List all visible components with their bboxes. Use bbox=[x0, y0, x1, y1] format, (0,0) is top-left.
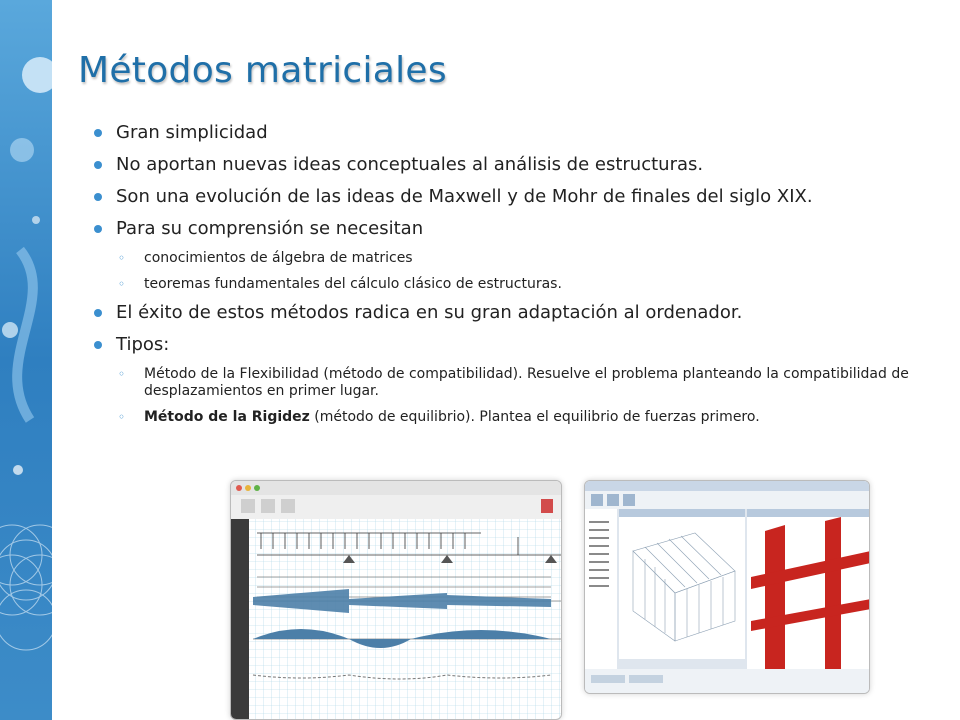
bullet-item: No aportan nuevas ideas conceptuales al análisis de estructuras. bbox=[92, 154, 932, 176]
bullet-item: El éxito de estos métodos radica en su gran adaptación al ordenador. bbox=[92, 302, 932, 324]
structural-diagram-image bbox=[231, 481, 562, 720]
bullet-item: Son una evolución de las ideas de Maxwell y de Mohr de finales del siglo XIX. bbox=[92, 186, 932, 208]
bullet-dot-icon bbox=[94, 161, 102, 169]
sub-bullet-ring-icon: ◦ bbox=[118, 410, 126, 424]
sub-bullet-item: ◦ teoremas fundamentales del cálculo clásico de estructuras. bbox=[118, 276, 562, 292]
bullet-dot-icon bbox=[94, 225, 102, 233]
decorative-left-band bbox=[0, 0, 52, 720]
bullet-item: Gran simplicidad bbox=[92, 122, 932, 144]
bullet-item: Para su comprensión se necesitan bbox=[92, 218, 932, 240]
sub-bullet-ring-icon: ◦ bbox=[118, 251, 126, 265]
sub-bullet-item: ◦ conocimientos de álgebra de matrices bbox=[118, 250, 413, 266]
sub-bullet-ring-icon: ◦ bbox=[118, 367, 126, 381]
bullet-dot-icon bbox=[94, 193, 102, 201]
bullet-dot-icon bbox=[94, 309, 102, 317]
sub-bullet-item: ◦ Método de la Flexibilidad (método de compatibilidad). Resuelve el problema planteando la compatibilidad de desplazamientos en primer lugar. bbox=[118, 366, 909, 399]
bullet-dot-icon bbox=[94, 341, 102, 349]
structure-3d-image bbox=[585, 481, 870, 694]
slide-title: Métodos matriciales bbox=[78, 50, 447, 91]
bullet-dot-icon bbox=[94, 129, 102, 137]
bullet-item: Tipos: bbox=[92, 334, 932, 356]
sub-bullet-ring-icon: ◦ bbox=[118, 277, 126, 291]
screenshot-3d-structure-software bbox=[584, 480, 870, 694]
screenshot-structural-diagrams bbox=[230, 480, 562, 720]
rigidez-bold-label: Método de la Rigidez bbox=[144, 409, 310, 425]
sub-bullet-item: ◦ Método de la Rigidez (método de equilibrio). Plantea el equilibrio de fuerzas primero. bbox=[118, 409, 760, 425]
bullet-list bbox=[92, 122, 932, 435]
